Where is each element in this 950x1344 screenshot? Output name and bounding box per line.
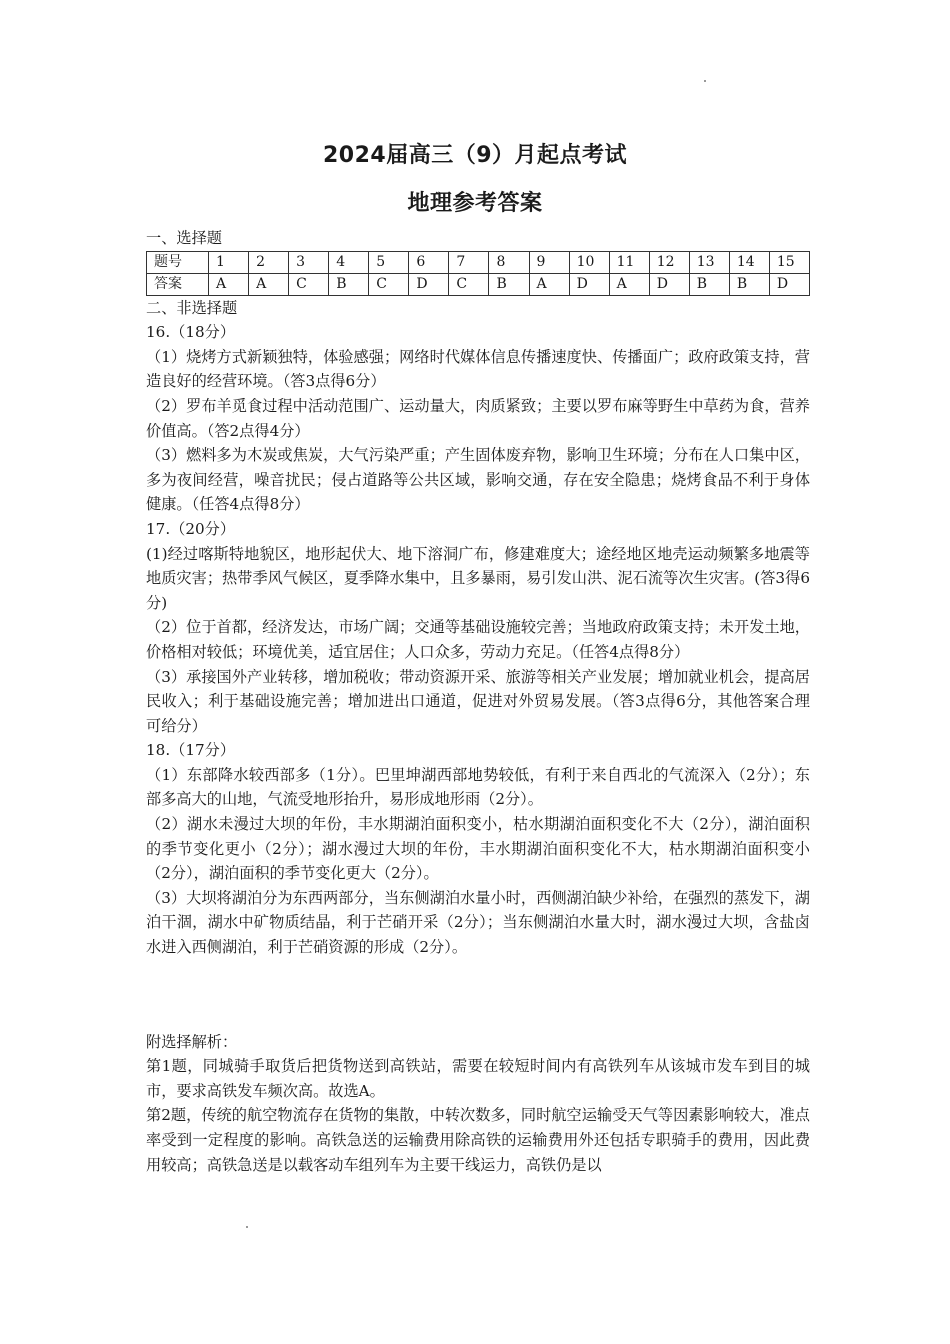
scan-dot-top	[704, 80, 706, 82]
table-row-numbers	[147, 251, 810, 273]
table-cell: 6	[409, 251, 449, 273]
q17-heading: 17.（20分）	[146, 519, 236, 538]
q17-part2: （2）位于首都，经济发达，市场广阔；交通等基础设施较完善；当地政府政策支持；未开发土地，价格相对较低；环境优美，适宜居住；人口众多，劳动力充足。（任答4点得8分）	[146, 618, 810, 661]
table-cell: C	[289, 273, 329, 295]
table-cell: 1	[209, 251, 249, 273]
table-cell: A	[209, 273, 249, 295]
table-row-answers	[147, 273, 810, 295]
page-title: 2024届高三（9）月起点考试	[322, 143, 628, 168]
table-cell: D	[769, 273, 809, 295]
q18-part2: （2）湖水未漫过大坝的年份，丰水期湖泊面积变小，枯水期湖泊面积变化不大（2分），湖泊面积的季节变化更小（2分）；湖水漫过大坝的年份，丰水期湖泊面积变化不大，枯水期湖泊面积变小（2分），湖泊面积的季节变化更大（2分）。	[146, 815, 810, 883]
table-cell: 2	[249, 251, 289, 273]
table-cell: 12	[649, 251, 689, 273]
table-cell: C	[449, 273, 489, 295]
table-cell: A	[609, 273, 649, 295]
table-cell: D	[569, 273, 609, 295]
section-choice-heading: 一、选择题	[146, 229, 222, 247]
table-cell: C	[369, 273, 409, 295]
q18-heading: 18.（17分）	[146, 741, 236, 760]
answer-content	[146, 226, 810, 1177]
scan-dot-bottom	[246, 1226, 248, 1228]
table-cell: 7	[449, 251, 489, 273]
q16-heading: 16.（18分）	[146, 323, 236, 342]
table-cell: B	[489, 273, 529, 295]
q16-part3: （3）燃料多为木炭或焦炭，大气污染严重；产生固体废弃物，影响卫生环境；分布在人口集中区，多为夜间经营，噪音扰民；侵占道路等公共区域，影响交通，存在安全隐患；烧烤食品不利于身体健康。（任答4点得8分）	[146, 446, 810, 514]
q17-part1: (1)经过喀斯特地貌区，地形起伏大、地下溶洞广布，修建难度大；途经地区地壳运动频繁多地震等地质灾害；热带季风气候区，夏季降水集中，且多暴雨，易引发山洪、泥石流等次生灾害。(答3得6分)	[146, 544, 810, 612]
table-cell: 14	[729, 251, 769, 273]
table-cell: B	[689, 273, 729, 295]
table-cell: D	[409, 273, 449, 295]
table-cell: B	[729, 273, 769, 295]
q16-part2: （2）罗布羊觅食过程中活动范围广、运动量大，肉质紧致；主要以罗布麻等野生中草药为食，营养价值高。（答2点得4分）	[146, 396, 810, 440]
spacer	[146, 960, 810, 1030]
page-subtitle: 地理参考答案	[407, 191, 543, 216]
table-cell: 11	[609, 251, 649, 273]
q16-part1: （1）烧烤方式新颖独特，体验感强；网络时代媒体信息传播速度快、传播面广；政府政策支持，营造良好的经营环境。（答3点得6分）	[146, 347, 810, 391]
table-cell: 15	[769, 251, 809, 273]
appendix-q2: 第2题，传统的航空物流存在货物的集散，中转次数多，同时航空运输受天气等因素影响较大，准点率受到一定程度的影响。高铁急送的运输费用除高铁的运输费用外还包括专职骑手的费用，因此费用较高；高铁急送是以载客动车组列车为主要干线运力，高铁仍是以	[146, 1106, 810, 1174]
section-open-heading: 二、非选择题	[146, 298, 238, 317]
table-cell: D	[649, 273, 689, 295]
row-header-number: 题号	[147, 251, 209, 273]
table-cell: 13	[689, 251, 729, 273]
table-cell: 3	[289, 251, 329, 273]
q17-part3: （3）承接国外产业转移，增加税收；带动资源开采、旅游等相关产业发展；增加就业机会，提高居民收入；利于基础设施完善；增加进出口通道，促进对外贸易发展。（答3点得6分，其他答案合理可给分）	[146, 667, 810, 735]
table-cell: 5	[369, 251, 409, 273]
q18-part3: （3）大坝将湖泊分为东西两部分，当东侧湖泊水量小时，西侧湖泊缺少补给，在强烈的蒸发下，湖泊干涸，湖水中矿物质结晶，利于芒硝开采（2分）；当东侧湖泊水量大时，湖水漫过大坝，含盐卤水进入西侧湖泊，利于芒硝资源的形成（2分）。	[146, 888, 810, 957]
table-cell: A	[249, 273, 289, 295]
q18-part1: （1）东部降水较西部多（1分）。巴里坤湖西部地势较低，有利于来自西北的气流深入（2分）；东部多高大的山地，气流受地形抬升，易形成地形雨（2分）。	[146, 765, 810, 809]
appendix-q1: 第1题，同城骑手取货后把货物送到高铁站，需要在较短时间内有高铁列车从该城市发车到目的城市，要求高铁发车频次高。故选A。	[146, 1057, 810, 1100]
table-cell: A	[529, 273, 569, 295]
answer-table	[146, 251, 810, 296]
row-header-answer: 答案	[147, 273, 209, 295]
table-cell: 8	[489, 251, 529, 273]
appendix-heading: 附选择解析：	[146, 1032, 238, 1051]
table-cell: 4	[329, 251, 369, 273]
table-cell: B	[329, 273, 369, 295]
table-cell: 9	[529, 251, 569, 273]
table-cell: 10	[569, 251, 609, 273]
